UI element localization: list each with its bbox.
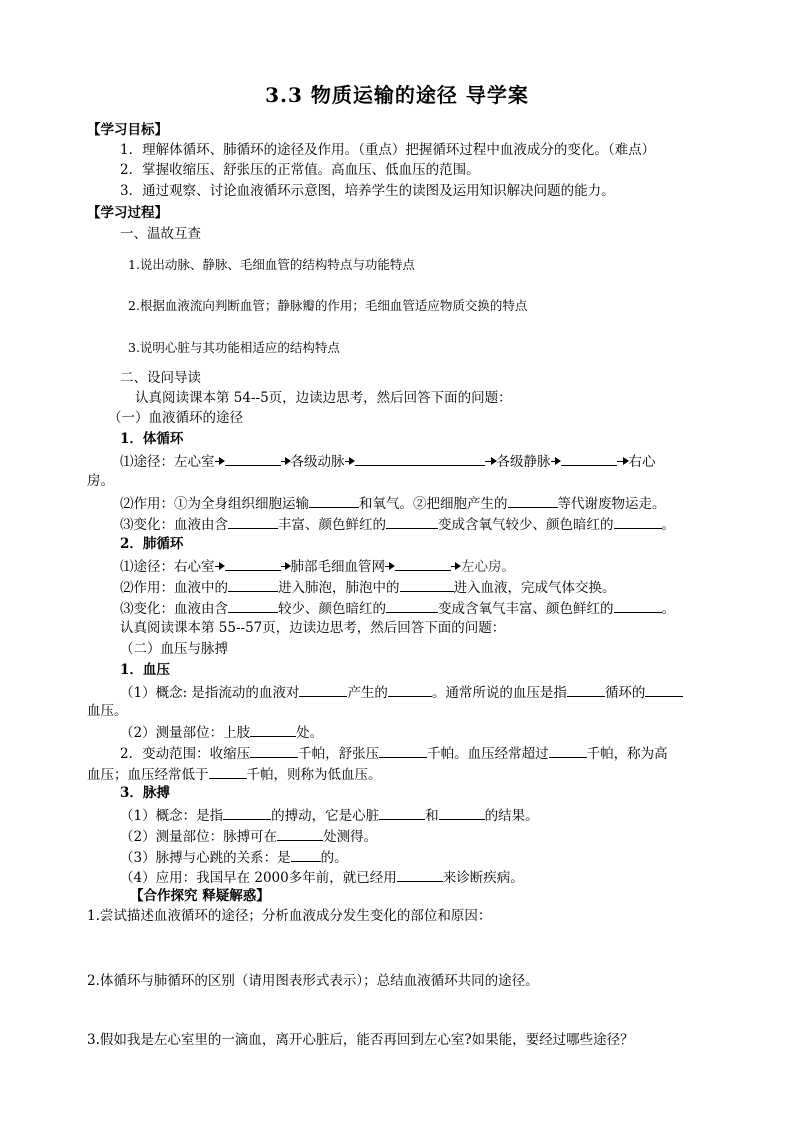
text: ⑶变化：血液由含	[120, 601, 228, 617]
text: 和氧气。②把细胞产生的	[359, 496, 508, 512]
text: 等代谢废物运走。	[557, 496, 666, 512]
fill-blank[interactable]	[567, 683, 605, 697]
fill-blank[interactable]	[291, 848, 321, 862]
text: 。通常所说的血压是指	[431, 685, 567, 701]
fill-blank[interactable]	[223, 806, 271, 820]
fill-blank[interactable]	[614, 599, 662, 613]
guide-intro-1: 认真阅读课本第 54--5页，边读边思考，然后回答下面的问题：	[135, 390, 512, 406]
bp-range-cont	[87, 765, 382, 784]
text: 血压；血压经常低于	[87, 767, 209, 783]
text: 处测得。	[323, 829, 378, 845]
arrow-icon	[215, 456, 225, 466]
text: 变成含氧气较少、颜色暗红的	[438, 517, 614, 533]
fill-blank[interactable]	[225, 557, 281, 571]
systemic-change	[120, 515, 675, 534]
fill-blank[interactable]	[250, 744, 298, 758]
text: 处。	[296, 725, 324, 741]
section-bp-heading: （二）血压与脉搏	[120, 641, 228, 657]
bp-heading: 1．血压	[120, 662, 170, 678]
text: 千帕，舒张压	[298, 746, 380, 762]
goal-item-3: 3．通过观察、讨论血液循环示意图，培养学生的读图及运用知识解决问题的能力。	[120, 183, 615, 199]
goal-item-2: 2．掌握收缩压、舒张压的正常值。高血压、低血压的范围。	[120, 162, 480, 178]
fill-blank[interactable]	[439, 806, 485, 820]
pulse-application	[120, 868, 524, 887]
text: 循环的	[604, 685, 646, 701]
fill-blank[interactable]	[614, 515, 662, 529]
pulse-measure	[120, 827, 377, 846]
systemic-path-cont: 房。	[87, 473, 114, 489]
review-question-2: 2.根据血液流向判断血管；静脉瓣的作用；毛细血管适应物质交换的特点	[128, 298, 528, 313]
section-circulation-heading: （一）血液循环的途径	[108, 410, 243, 426]
fill-blank[interactable]	[277, 827, 323, 841]
text: 产生的	[347, 685, 388, 701]
fill-blank[interactable]	[299, 683, 347, 697]
text: 丰富、颜色鲜红的	[278, 517, 386, 533]
pulse-relation	[120, 848, 348, 867]
text: 千帕。血压经常超过	[427, 746, 549, 762]
goal-item-1: 1．理解体循环、肺循环的途径及作用。（重点）把握循环过程中血液成分的变化。（难点）	[120, 142, 656, 158]
systemic-function	[120, 494, 666, 513]
review-question-3: 3.说明心脏与其功能相适应的结构特点	[128, 340, 340, 355]
text: 右心	[628, 454, 656, 470]
text: 变成含氧气丰富、颜色鲜红的	[438, 601, 614, 617]
text: ⑴途径：右心室	[120, 559, 215, 575]
fill-blank[interactable]	[209, 765, 247, 779]
pulmonary-function	[120, 578, 616, 597]
arrow-icon	[551, 456, 561, 466]
text: ⑶变化：血液由含	[120, 517, 228, 533]
arrow-icon	[281, 456, 291, 466]
fill-blank[interactable]	[388, 683, 432, 697]
fill-blank[interactable]	[228, 578, 278, 592]
arrow-icon	[485, 456, 497, 466]
fill-blank[interactable]	[395, 557, 451, 571]
text: ⑴途径：左心室	[120, 454, 215, 470]
fill-blank[interactable]	[386, 515, 438, 529]
bp-concept	[120, 683, 683, 702]
text: 进入肺泡，肺泡中的	[278, 580, 400, 596]
fill-blank[interactable]	[400, 578, 454, 592]
text: （2）测量部位：脉搏可在	[120, 829, 278, 845]
text: （1）概念：是指	[120, 808, 224, 824]
text: 2．变动范围：收缩压	[120, 746, 251, 762]
arrow-icon	[345, 456, 355, 466]
text: 的结果。	[484, 808, 539, 824]
review-question-1: 1.说出动脉、静脉、毛细血管的结构特点与功能特点	[128, 257, 415, 272]
explore-heading: 【合作探究 释疑解惑】	[130, 888, 270, 904]
explore-question-3: 3.假如我是左心室里的一滴血，离开心脏后，能否再回到左心室?如果能，要经过哪些途径？	[87, 1032, 634, 1048]
fill-blank[interactable]	[228, 515, 278, 529]
arrow-icon	[451, 561, 461, 571]
fill-blank[interactable]	[386, 599, 438, 613]
fill-blank[interactable]	[309, 494, 359, 508]
text: 左心房。	[461, 559, 515, 575]
fill-blank[interactable]	[645, 683, 683, 697]
text: （4）应用：我国早在 2000多年前，就已经用	[120, 870, 397, 886]
pulmonary-heading: 2．肺循环	[120, 536, 184, 552]
pulse-heading: 3．脉搏	[120, 785, 170, 801]
text: ⑵作用：①为全身组织细胞运输	[120, 496, 309, 512]
text: （2）测量部位：上肢	[120, 725, 251, 741]
text: 各级静脉	[496, 454, 551, 470]
text: 千帕，则称为低血压。	[246, 767, 382, 783]
bp-range	[120, 744, 668, 763]
arrow-icon	[215, 561, 225, 571]
pulmonary-path	[120, 557, 515, 576]
text: 进入血液，完成气体交换。	[453, 580, 616, 596]
fill-blank[interactable]	[250, 723, 296, 737]
text: 和	[425, 808, 439, 824]
guide-intro-2: 认真阅读课本第 55--57页，边读边思考，然后回答下面的问题：	[120, 620, 506, 636]
pulse-concept	[120, 806, 539, 825]
text: （1）概念: 是指流动的血液对	[120, 685, 300, 701]
fill-blank[interactable]	[397, 868, 443, 882]
fill-blank[interactable]	[379, 806, 425, 820]
guide-heading: 二、设问导读	[120, 370, 201, 386]
bp-measure	[120, 723, 323, 742]
fill-blank[interactable]	[355, 452, 485, 466]
text: 来诊断疾病。	[442, 870, 524, 886]
review-heading: 一、温故互查	[120, 226, 201, 242]
fill-blank[interactable]	[228, 599, 278, 613]
text: ⑵作用：血液中的	[120, 580, 228, 596]
arrow-icon	[281, 561, 291, 571]
page-title: 3.3 物质运输的途径 导学案	[265, 83, 529, 107]
systemic-path	[120, 452, 656, 471]
text: （3）脉搏与心跳的关系：是	[120, 850, 291, 866]
text: 的。	[320, 850, 348, 866]
arrow-icon	[617, 456, 629, 466]
text: 。	[661, 517, 675, 533]
explore-question-1: 1.尝试描述血液循环的途径；分析血液成分发生变化的部位和原因：	[87, 908, 492, 924]
fill-blank[interactable]	[549, 744, 587, 758]
text: 较少、颜色暗红的	[278, 601, 386, 617]
explore-question-2: 2.体循环与肺循环的区别（请用图表形式表示）；总结血液循环共同的途径。	[87, 973, 539, 989]
text: 千帕，称为高	[586, 746, 668, 762]
goals-heading: 【学习目标】	[87, 122, 168, 138]
fill-blank[interactable]	[225, 452, 281, 466]
arrow-icon	[385, 561, 395, 571]
systemic-heading: 1．体循环	[120, 431, 184, 447]
text: 的搏动，它是心脏	[271, 808, 380, 824]
process-heading: 【学习过程】	[87, 205, 168, 221]
fill-blank[interactable]	[508, 494, 558, 508]
pulmonary-change	[120, 599, 675, 618]
fill-blank[interactable]	[379, 744, 427, 758]
text: 。	[661, 601, 675, 617]
text: 各级动脉	[290, 454, 345, 470]
text: 肺部毛细血管网	[290, 559, 385, 575]
fill-blank[interactable]	[561, 452, 617, 466]
bp-concept-cont: 血压。	[87, 703, 128, 719]
